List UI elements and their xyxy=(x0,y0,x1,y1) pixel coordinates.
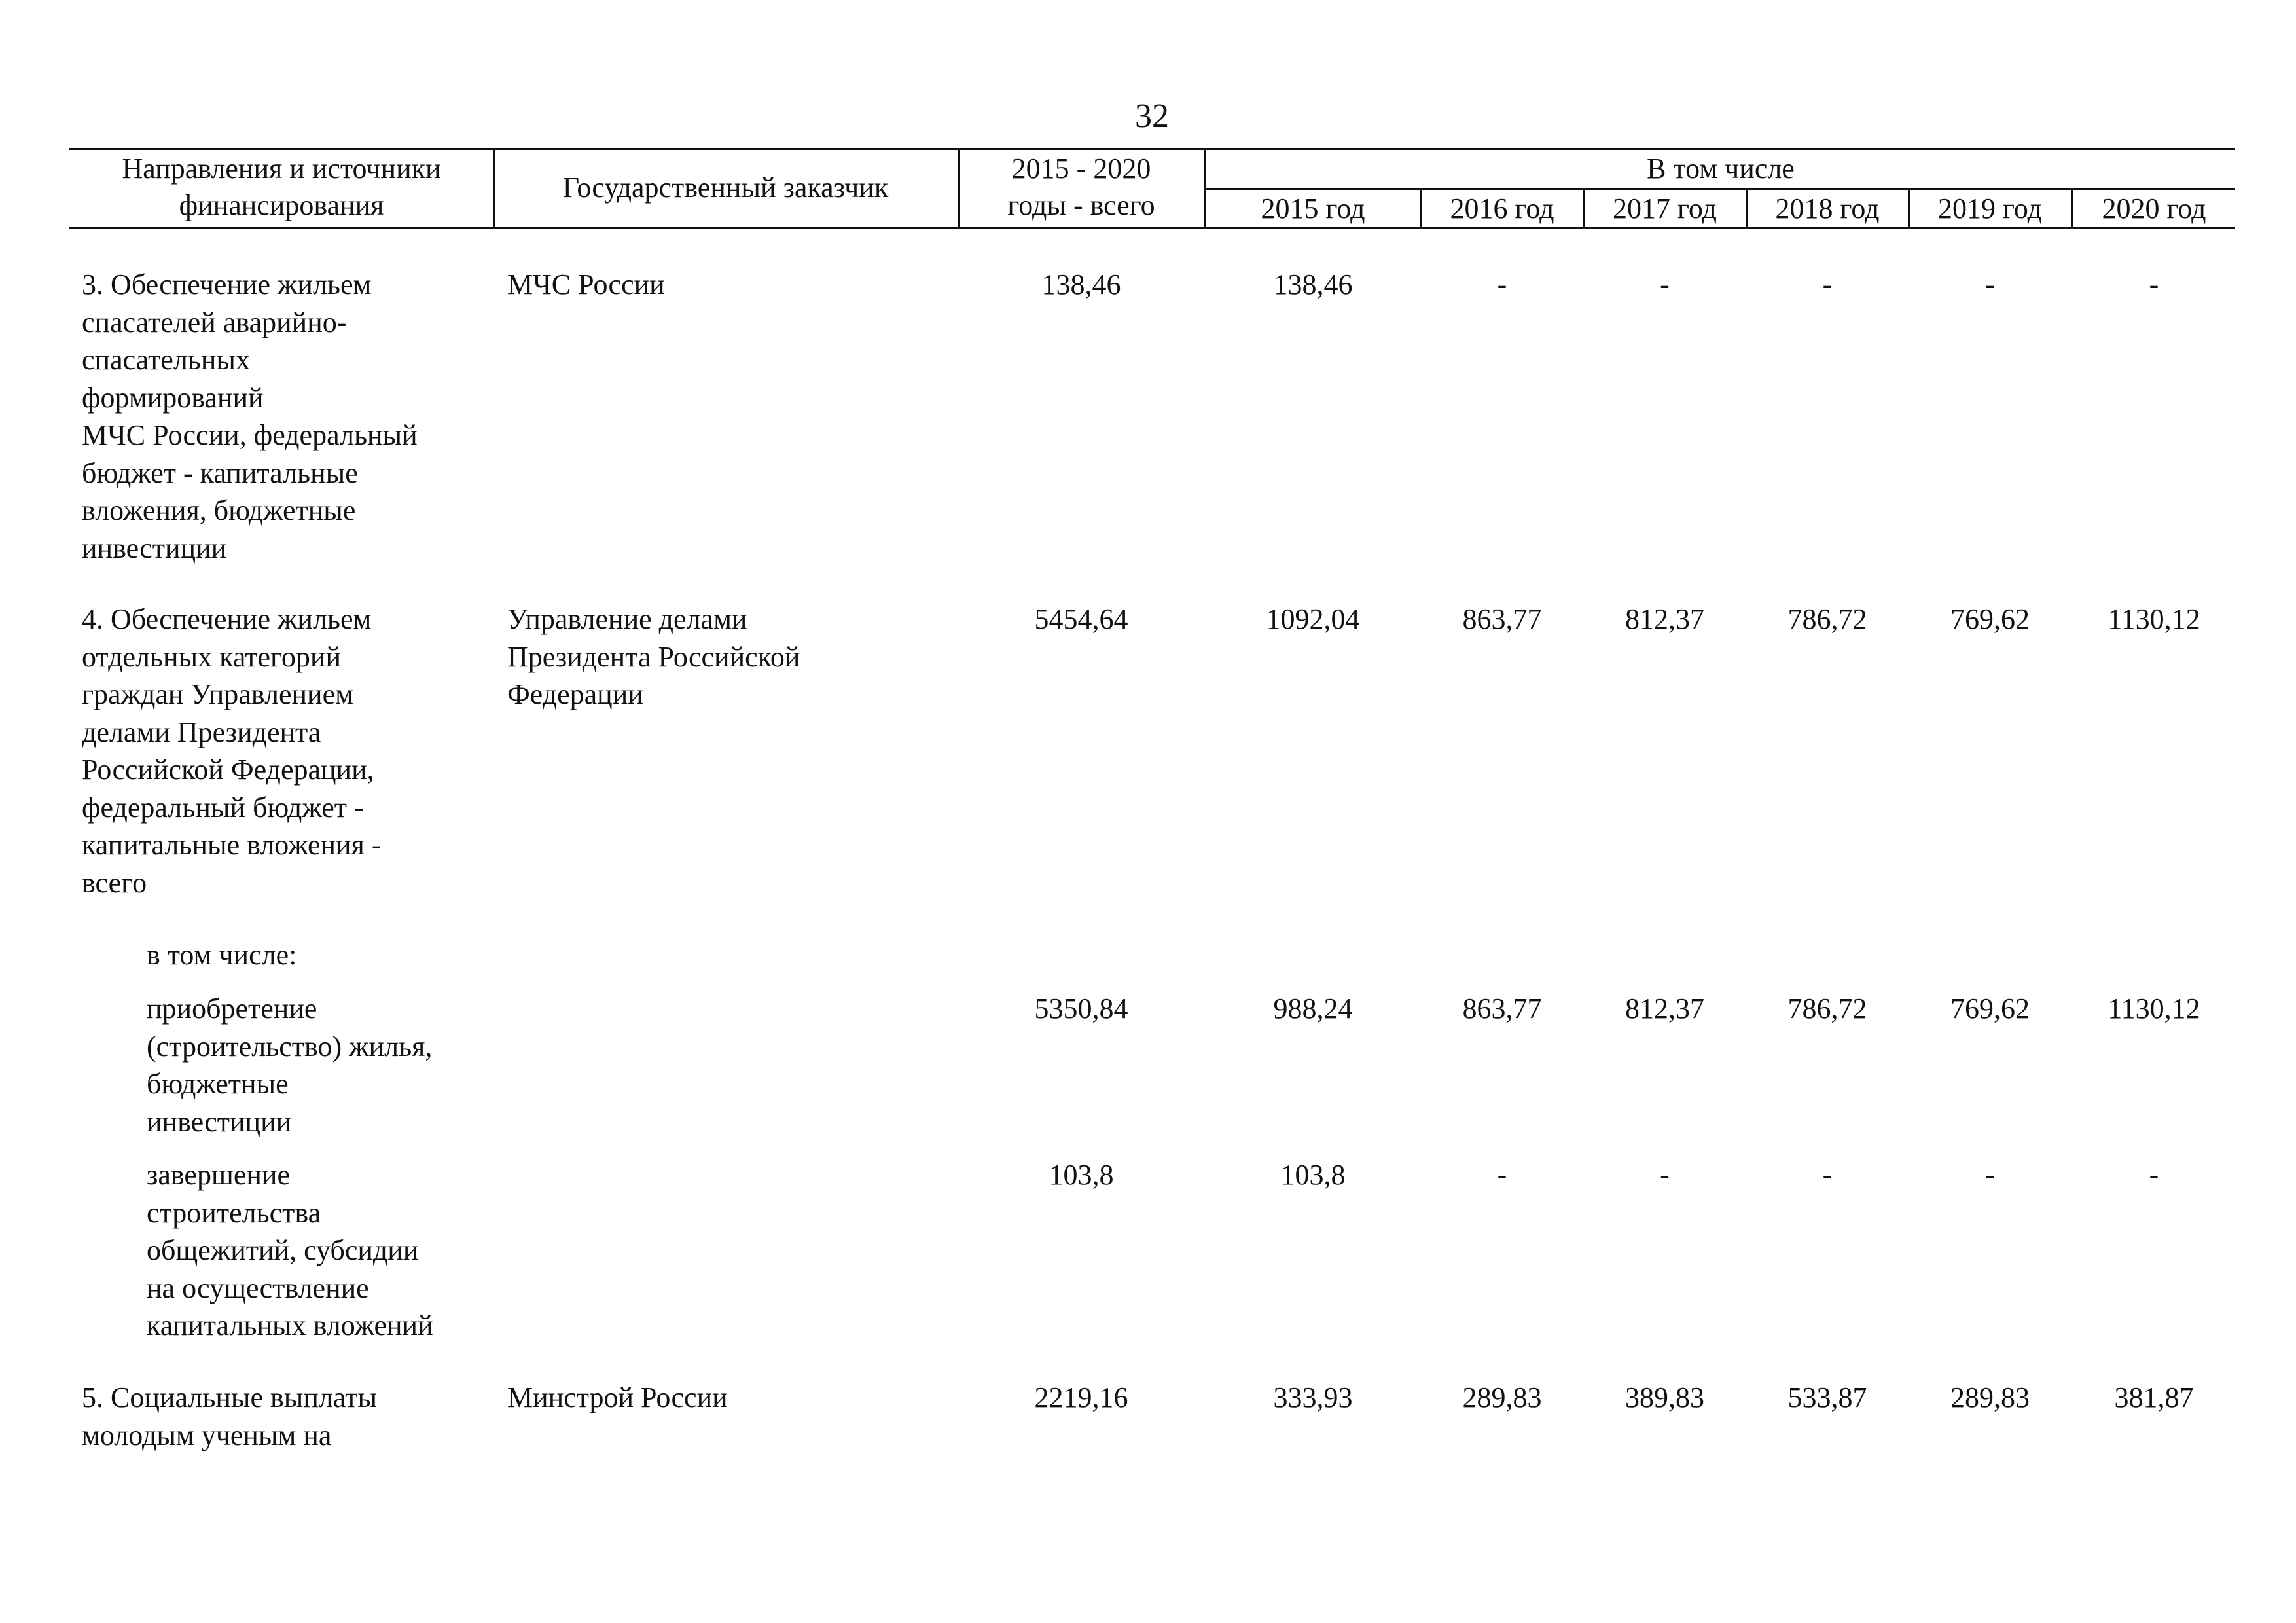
row-4-y2020: 1130,12 xyxy=(2108,603,2200,635)
row-4-y2018: 786,72 xyxy=(1787,603,1867,635)
row-4a-y2017: 812,37 xyxy=(1625,993,1704,1025)
row-4b-y2016: - xyxy=(1497,1159,1507,1191)
row-3-y2019: - xyxy=(1985,268,1995,301)
header-year-2015: 2015 год xyxy=(1261,192,1365,225)
row-3-customer: МЧС России xyxy=(507,268,665,301)
header-total: 2015 - 2020 годы - всего xyxy=(1007,153,1155,221)
row-4a-y2019: 769,62 xyxy=(1950,993,2030,1025)
row-3-y2015: 138,46 xyxy=(1273,268,1353,301)
row-5-y2016: 289,83 xyxy=(1462,1381,1542,1413)
row-4a-y2015: 988,24 xyxy=(1273,993,1353,1025)
row-4-customer: Управление делами Президента Российской Федерации xyxy=(507,603,800,710)
header-customer: Государственный заказчик xyxy=(562,172,889,204)
row-5-direction: 5. Социальные выплаты молодым ученым на xyxy=(82,1381,378,1451)
row-4a-y2016: 863,77 xyxy=(1462,993,1542,1025)
row-5-y2017: 389,83 xyxy=(1625,1381,1704,1413)
row-4-y2015: 1092,04 xyxy=(1266,603,1360,635)
row-5-customer: Минстрой России xyxy=(507,1381,728,1413)
row-4b-total: 103,8 xyxy=(1049,1159,1114,1191)
row-5-y2015: 333,93 xyxy=(1273,1381,1353,1413)
row-4b-y2020: - xyxy=(2149,1159,2159,1191)
page-number: 32 xyxy=(1135,98,1169,135)
row-4-total: 5454,64 xyxy=(1034,603,1128,635)
row-4b-direction: завершение строительства общежитий, субсидии на осуществление капитальных вложений xyxy=(147,1159,433,1341)
header-year-2017: 2017 год xyxy=(1612,192,1717,225)
row-4a-y2018: 786,72 xyxy=(1787,993,1867,1025)
row-3-y2018: - xyxy=(1822,268,1833,301)
row-3-y2016: - xyxy=(1497,268,1507,301)
row-3-y2020: - xyxy=(2149,268,2159,301)
header-direction: Направления и источники финансирования xyxy=(122,153,441,221)
col-divider-3 xyxy=(1204,148,1206,229)
header-year-2018: 2018 год xyxy=(1775,192,1880,225)
header-year-2019: 2019 год xyxy=(1937,192,2043,225)
header-bottom-line xyxy=(69,227,2235,229)
row-5-y2019: 289,83 xyxy=(1950,1381,2030,1413)
header-year-2020: 2020 год xyxy=(2102,192,2206,225)
row-4-y2016: 863,77 xyxy=(1462,603,1542,635)
row-4b-y2019: - xyxy=(1985,1159,1995,1191)
row-5-y2020: 381,87 xyxy=(2114,1381,2194,1413)
row-4-y2017: 812,37 xyxy=(1625,603,1704,635)
row-5-total: 2219,16 xyxy=(1034,1381,1128,1413)
row-4-direction: 4. Обеспечение жильем отдельных категорий граждан Управлением делами Президента Российской Федерации, федеральный бюджет - капитальные вложения - всего xyxy=(82,603,382,899)
header-year-2016: 2016 год xyxy=(1450,192,1554,225)
row-4b-y2018: - xyxy=(1822,1159,1833,1191)
row-4b-y2017: - xyxy=(1660,1159,1670,1191)
row-3-y2017: - xyxy=(1660,268,1670,301)
header-including: В том числе xyxy=(1647,153,1795,185)
row-4b-y2015: 103,8 xyxy=(1280,1159,1346,1191)
row-4a-y2020: 1130,12 xyxy=(2108,993,2200,1025)
including-divider-line xyxy=(1206,188,2235,190)
row-including-label: в том числе: xyxy=(147,939,297,971)
row-3-total: 138,46 xyxy=(1041,268,1121,301)
header-top-line xyxy=(69,148,2235,150)
row-5-y2018: 533,87 xyxy=(1787,1381,1867,1413)
row-4a-total: 5350,84 xyxy=(1034,993,1128,1025)
row-3-direction: 3. Обеспечение жильем спасателей аварийно- спасательных формирований МЧС России, федеральный бюджет - капитальные вложения, бюджетные инвестиции xyxy=(82,268,418,564)
row-4a-direction: приобретение (строительство) жилья, бюджетные инвестиции xyxy=(147,993,433,1138)
row-4-y2019: 769,62 xyxy=(1950,603,2030,635)
